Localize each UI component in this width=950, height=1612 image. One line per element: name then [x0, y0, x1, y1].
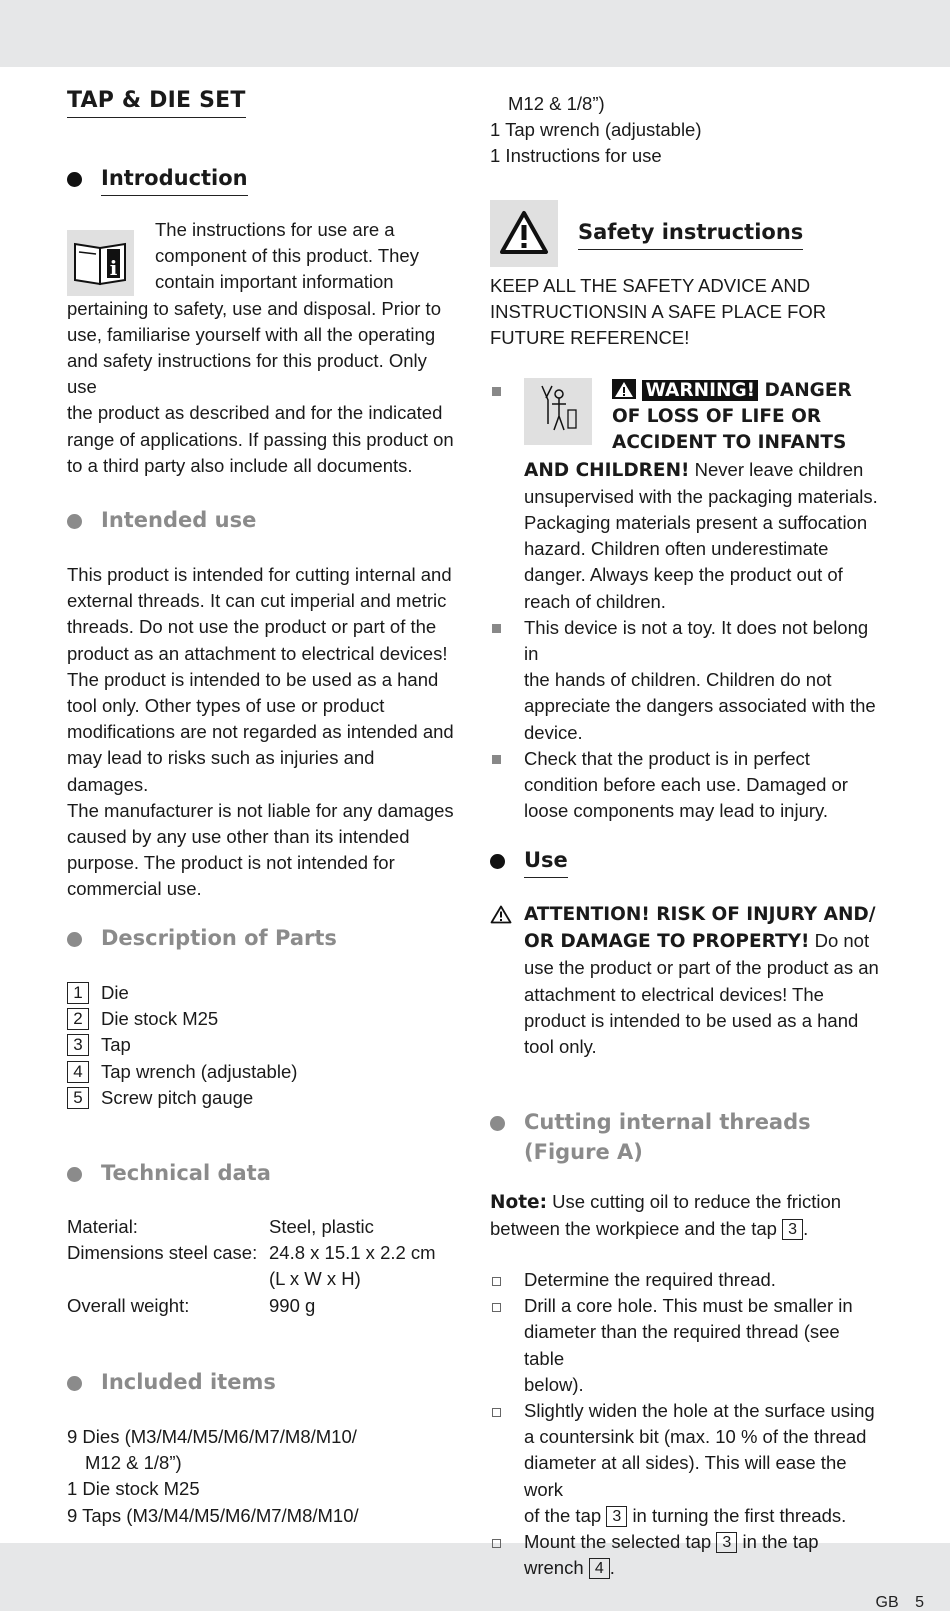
attention-triangle-icon — [490, 905, 512, 924]
list-item: 4 Tap wrench (adjustable) — [67, 1059, 459, 1085]
heading-intended-use: Intended use — [67, 507, 256, 537]
list-item: Check that the product is in perfect condition before each use. Damaged or loose components may lead to injury. — [490, 746, 882, 825]
heading-cutting-internal-threads: Cutting internal threads (Figure A) — [490, 1109, 811, 1169]
square-bullet-icon — [492, 624, 501, 633]
list-item: Slightly widen the hole at the surface using a countersink bit (max. 10 % of the thread diameter at all sides). This will ease the work of the tap 3 in turning the first threads. — [490, 1398, 882, 1529]
safety-keep-notice: KEEP ALL THE SAFETY ADVICE AND INSTRUCTIONSIN A SAFE PLACE FOR FUTURE REFERENCE! — [490, 275, 827, 349]
list-item: Drill a core hole. This must be smaller in diameter than the required thread (see table below). — [490, 1293, 882, 1398]
checkbox-bullet-icon — [492, 1408, 501, 1417]
page-footer — [876, 1594, 924, 1612]
square-bullet-icon — [492, 387, 501, 396]
included-items-continued: M12 & 1/8”) 1 Tap wrench (adjustable) 1 Instructions for use — [490, 93, 702, 167]
list-item: 5 Screw pitch gauge — [67, 1085, 459, 1111]
warning-small-icon — [612, 379, 636, 399]
page-title: TAP & DIE SET — [67, 88, 246, 118]
intended-use-text: This product is intended for cutting internal and external threads. It can cut imperial and metric threads. Do not use the product or part of the product as an attachment to electrical devices! The product is intended to be used as a hand tool only. Other types of use or product modifications are not regarded as intended and may lead to risks such as injuries and damages. The manufacturer is not liable for any damages caused by any use other than its intended purpose. The product is not intended for commercial use. — [67, 564, 454, 900]
parts-list — [67, 980, 459, 1111]
cutting-note: Note: Use cutting oil to reduce the friction between the workpiece and the tap 3 . — [490, 1191, 842, 1240]
list-item: 2 Die stock M25 — [67, 1006, 459, 1032]
bullet-dot-icon — [490, 1116, 505, 1131]
checkbox-bullet-icon — [492, 1303, 501, 1312]
table-row: Dimensions steel case: 24.8 x 15.1 x 2.2 cm — [67, 1242, 436, 1264]
square-bullet-icon — [492, 755, 501, 764]
footer-lang: GB — [875, 1594, 899, 1611]
list-item: 1 Die — [67, 980, 459, 1006]
svg-text:i: i — [109, 256, 118, 280]
list-item: Mount the selected tap 3 in the tap wrench 4 . — [490, 1529, 882, 1581]
top-bar — [0, 0, 950, 67]
intro-text: The instructions for use are a component of this product. They contain important information pertaining to safety, use and disposal. Prior to use, familiarise yourself with all the operating and safety instructions for this product. Only use the product as described and for the indicated range of applications. If passing this product on to a third party also include all documents. — [67, 219, 454, 476]
table-row: (L x W x H) — [269, 1268, 361, 1290]
bullet-dot-icon — [67, 932, 82, 947]
list-item: This device is not a toy. It does not belong in the hands of children. Children do not appreciate the dangers associated with the device. — [490, 615, 882, 746]
table-row: Overall weight: 990 g — [67, 1294, 316, 1316]
bullet-dot-icon — [67, 172, 82, 187]
cutting-steps — [490, 1267, 882, 1581]
page-number: 5 — [915, 1594, 924, 1611]
list-item: Determine the required thread. — [490, 1267, 882, 1293]
bullet-dot-icon — [67, 1376, 82, 1391]
checkbox-bullet-icon — [492, 1539, 501, 1548]
heading-included-items: Included items — [67, 1369, 276, 1399]
warning-children-block: WARNING! DANGER OF LOSS OF LIFE OR ACCIDENT TO INFANTS AND CHILDREN! Never leave children unsupervised with the packaging materials. Packaging materials present a suffocation hazard. Children often underestimate danger. Always keep the product out of reach of children. This device is not a toy. It does not belong in the hands of children. Children do not appreciate the dangers associated with the device. Check that the product is in perfect condition before each use. Damaged or loose components may lead to injury. — [490, 378, 882, 824]
table-row: Material: Steel, plastic — [67, 1216, 374, 1237]
heading-technical-data: Technical data — [67, 1160, 271, 1190]
warning-label: WARNING! — [642, 380, 758, 401]
technical-data-table — [67, 1214, 459, 1319]
warning-triangle-icon — [490, 200, 558, 267]
included-items-list: 9 Dies (M3/M4/M5/M6/M7/M8/M10/ M12 & 1/8”) 1 Die stock M25 9 Taps (M3/M4/M5/M6/M7/M8/M10/ — [67, 1426, 359, 1526]
bullet-dot-icon — [490, 854, 505, 869]
heading-description-of-parts: Description of Parts — [67, 925, 337, 955]
heading-introduction: Introduction — [67, 165, 248, 196]
bullet-dot-icon — [67, 1167, 82, 1182]
list-item: 3 Tap — [67, 1032, 459, 1058]
checkbox-bullet-icon — [492, 1277, 501, 1286]
heading-safety-instructions: Safety instructions — [578, 219, 803, 250]
bullet-dot-icon — [67, 514, 82, 529]
attention-block: ATTENTION! RISK OF INJURY AND/ OR DAMAGE TO PROPERTY! Do not use the product or part of the product as an attachment to electrical devices! The product is intended to be used as a hand tool only. — [490, 902, 882, 1060]
heading-use: Use — [490, 847, 568, 878]
